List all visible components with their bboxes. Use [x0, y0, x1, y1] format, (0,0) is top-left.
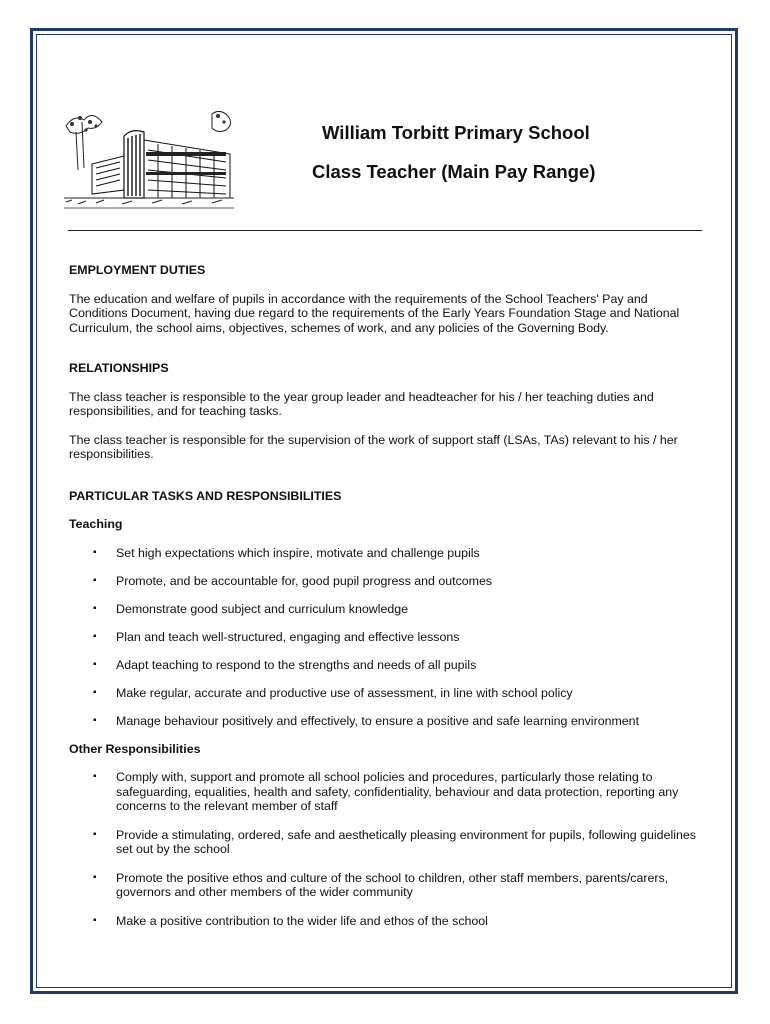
document-body	[69, 263, 709, 928]
list-item: ▪ Make regular, accurate and productive use of assessment, in line with school policy	[93, 685, 573, 700]
bullet-icon: ▪	[93, 574, 97, 586]
teaching-heading: Teaching	[69, 517, 123, 531]
bullet-icon: ▪	[93, 714, 97, 726]
school-name: William Torbitt Primary School	[322, 122, 590, 143]
tasks-heading: PARTICULAR TASKS AND RESPONSIBILITIES	[69, 488, 342, 503]
other-responsibilities-heading: Other Responsibilities	[69, 741, 201, 756]
list-item: ▪ Provide a stimulating, ordered, safe and aesthetically pleasing environment for pupils, following guidelines set out by the school	[93, 827, 696, 856]
employment-duties-paragraph: The education and welfare of pupils in accordance with the requirements of the School Teachers' Pay and Conditions Document, having due regard to the requirements of the Early Years Foundation Stage and National Curriculum, the school aims, objectives, schemes of work, and any policies of the Governing Body.	[69, 291, 680, 335]
relationships-paragraph-1: The class teacher is responsible to the year group leader and headteacher for his / her teaching duties and responsibilities, and for teaching tasks.	[69, 389, 654, 418]
bullet-icon: ▪	[93, 828, 97, 840]
header-divider	[68, 230, 702, 231]
list-item: ▪ Demonstrate good subject and curriculum knowledge	[93, 601, 409, 616]
teaching-list	[69, 546, 709, 729]
relationships-paragraph-2: The class teacher is responsible for the supervision of the work of support staff (LSAs, TAs) relevant to his / her responsibilities.	[69, 432, 678, 461]
list-item: ▪ Adapt teaching to respond to the strengths and needs of all pupils	[93, 657, 477, 672]
bullet-icon: ▪	[93, 630, 97, 642]
list-item: ▪ Promote the positive ethos and culture of the school to children, other staff members, parents/carers, governors and other members of the wider community	[93, 870, 669, 899]
school-building-logo	[62, 108, 237, 214]
list-item: ▪ Manage behaviour positively and effectively, to ensure a positive and safe learning environment	[93, 713, 640, 728]
document-title: Class Teacher (Main Pay Range)	[312, 161, 596, 182]
bullet-icon: ▪	[93, 658, 97, 670]
bullet-icon: ▪	[93, 771, 97, 782]
list-item: ▪ Plan and teach well-structured, engaging and effective lessons	[93, 629, 460, 644]
bullet-icon: ▪	[93, 602, 97, 614]
bullet-icon: ▪	[93, 686, 97, 698]
list-item: ▪ Make a positive contribution to the wider life and ethos of the school	[93, 913, 488, 928]
list-item: ▪ Set high expectations which inspire, motivate and challenge pupils	[93, 545, 480, 560]
bullet-icon: ▪	[93, 914, 97, 926]
bullet-icon: ▪	[93, 871, 97, 883]
bullet-icon: ▪	[93, 546, 97, 558]
relationships-heading: RELATIONSHIPS	[69, 361, 169, 375]
list-item: ▪ Comply with, support and promote all school policies and procedures, particularly those relating to safeguarding, equalities, health and safety, confidentiality, behaviour and data protection, reporting any concerns to the relevant member of staff	[93, 770, 679, 813]
employment-duties-heading: EMPLOYMENT DUTIES	[69, 263, 206, 277]
other-responsibilities-list	[69, 770, 709, 928]
list-item: ▪ Promote, and be accountable for, good pupil progress and outcomes	[93, 573, 493, 588]
